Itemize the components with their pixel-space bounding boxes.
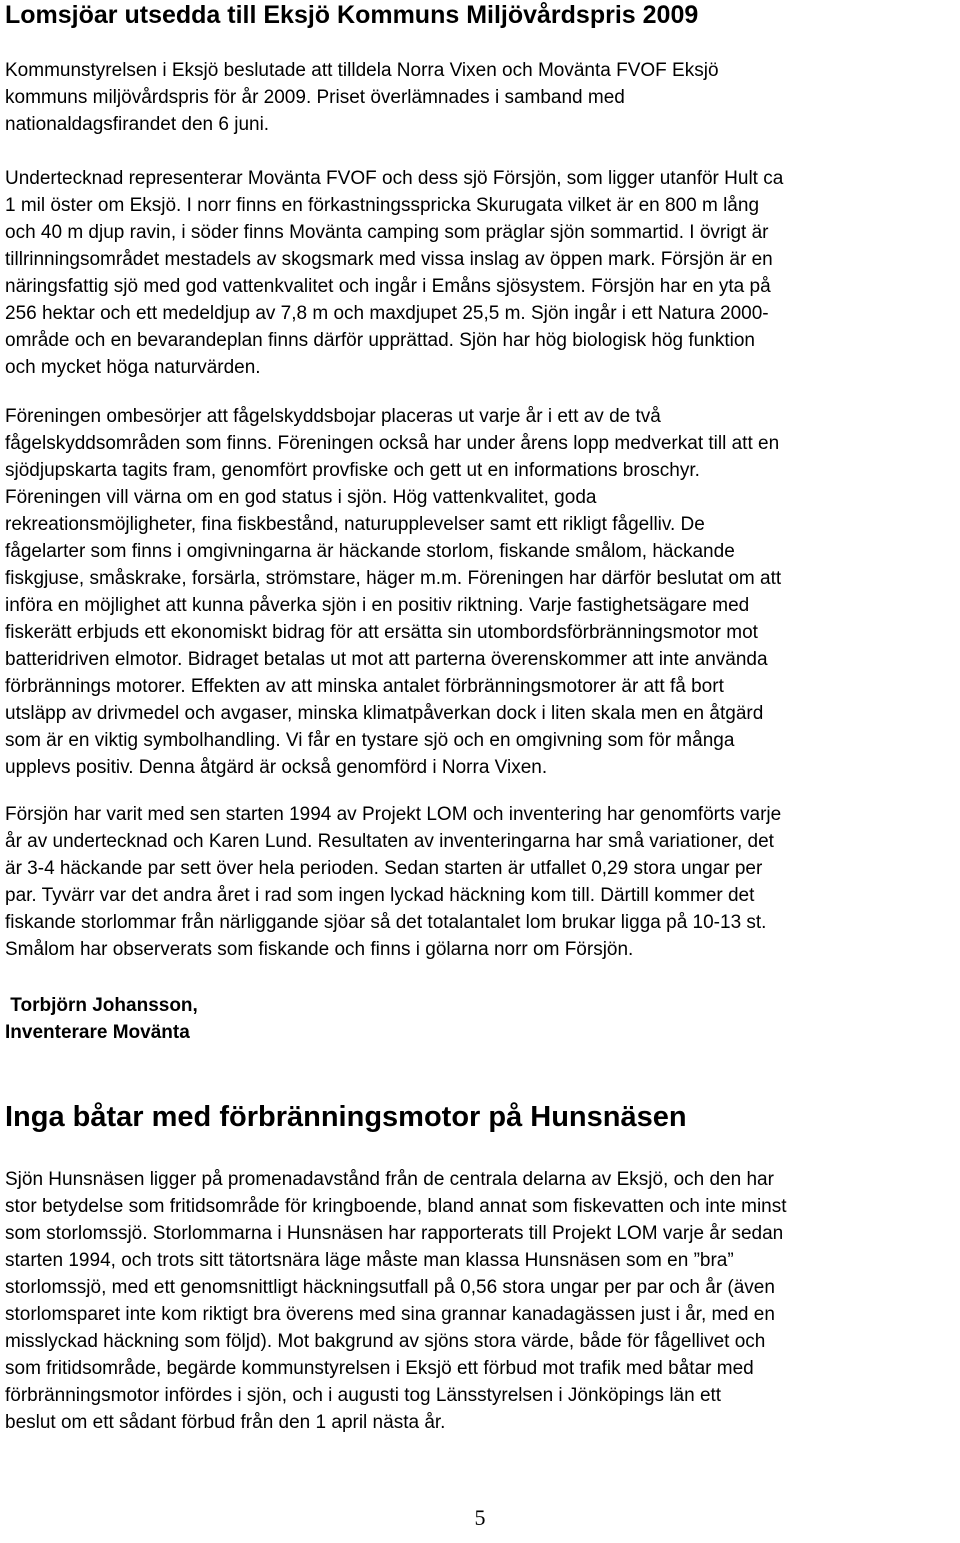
text-line: rekreationsmöjligheter, fina fiskbestånd, naturupplevelser samt ett rikligt fågelliv. De — [5, 514, 705, 535]
text-line: förbränningsmotor infördes i sjön, och i augusti tog Länsstyrelsen i Jönköpings län ett — [5, 1385, 722, 1406]
article-title: Inga båtar med förbränningsmotor på Hunsnäsen — [5, 1101, 687, 1133]
paragraph-lake-description — [5, 165, 953, 381]
text-line: Försjön har varit med sen starten 1994 av Projekt LOM och inventering har genomförts varje — [5, 804, 782, 825]
text-line: sjödjupskarta tagits fram, genomfört provfiske och gett ut en informations broschyr. — [5, 460, 700, 481]
text-line: utsläpp av drivmedel och avgaser, minska klimatpåverkan dock i liten skala men en åtgärd — [5, 703, 764, 724]
text-line: område och en bevarandeplan finns därför upprättad. Sjön har hög biologisk hög funktion — [5, 330, 755, 351]
text-line: förbrännings motorer. Effekten av att minska antalet förbränningsmotorer är att få bort — [5, 676, 724, 697]
text-line: Föreningen ombesörjer att fågelskyddsbojar placeras ut varje år i ett av de två — [5, 406, 661, 427]
text-line: tillrinningsområdet mestadels av skogsmark med vissa inslag av öppen mark. Försjön är en — [5, 249, 773, 270]
text-line: beslut om ett sådant förbud från den 1 april nästa år. — [5, 1412, 446, 1433]
text-line: införa en möjlighet att kunna påverka sjön i en positiv riktning. Varje fastighetsägare med — [5, 595, 750, 616]
text-line: som fritidsområde, begärde kommunstyrelsen i Eksjö ett förbud mot trafik med båtar med — [5, 1358, 754, 1379]
text-line: 256 hektar och ett medeldjup av 7,8 m och maxdjupet 25,5 m. Sjön ingår i ett Natura 2000- — [5, 303, 769, 324]
text-line: Kommunstyrelsen i Eksjö beslutade att tilldela Norra Vixen och Movänta FVOF Eksjö — [5, 60, 719, 81]
text-line: och 40 m djup ravin, i söder finns Movänta camping som präglar sjön sommartid. I övrigt är — [5, 222, 769, 243]
text-line: kommuns miljövårdspris för år 2009. Priset överlämnades i samband med — [5, 87, 625, 108]
text-line: storlomssjö, med ett genomsnittligt häckningsutfall på 0,56 stora ungar per par och år (även — [5, 1277, 775, 1298]
text-line: Smålom har observerats som fiskande och finns i gölarna norr om Försjön. — [5, 939, 634, 960]
text-line: upplevs positiv. Denna åtgärd är också genomförd i Norra Vixen. — [5, 757, 548, 778]
signature-role: Inventerare Movänta — [5, 1022, 190, 1043]
text-line: fågelskyddsområden som finns. Föreningen också har under årens lopp medverkat till att en — [5, 433, 780, 454]
text-line: näringsfattig sjö med god vattenkvalitet och ingår i Emåns sjösystem. Försjön har en yta på — [5, 276, 771, 297]
text-line: nationaldagsfirandet den 6 juni. — [5, 114, 270, 135]
article-title: Lomsjöar utsedda till Eksjö Kommuns Miljövårdspris 2009 — [5, 1, 699, 29]
text-line: och mycket höga naturvärden. — [5, 357, 261, 378]
paragraph-lom-inventory — [5, 801, 953, 963]
text-line: storlomsparet inte kom riktigt bra överens med sina grannar kanadagässen just i år, med en — [5, 1304, 775, 1325]
text-line: par. Tyvärr var det andra året i rad som ingen lyckad häckning kom till. Därtill kommer det — [5, 885, 755, 906]
text-line: Föreningen vill värna om en god status i sjön. Hög vattenkvalitet, goda — [5, 487, 597, 508]
page-number: 5 — [474, 1505, 486, 1530]
text-line: 1 mil öster om Eksjö. I norr finns en förkastningsspricka Skurugata vilket är en 800 m lång — [5, 195, 760, 216]
text-line: misslyckad häckning som följd). Mot bakgrund av sjöns stora värde, både för fågellivet och — [5, 1331, 766, 1352]
text-line: är 3-4 häckande par sett över hela perioden. Sedan starten är utfallet 0,29 stora ungar per — [5, 858, 763, 879]
text-line: starten 1994, och trots sitt tätortsnära läge måste man klassa Hunsnäsen som en ”bra” — [5, 1250, 734, 1271]
text-line: som storlomssjö. Storlommarna i Hunsnäsen har rapporterats till Projekt LOM varje år sedan — [5, 1223, 784, 1244]
text-line: fiskerätt erbjuds ett ekonomiskt bidrag för att ersätta sin utombordsförbränningsmotor mot — [5, 622, 758, 643]
signature-name: Torbjörn Johansson, — [5, 995, 198, 1016]
paragraph-association-work — [5, 403, 953, 781]
text-line: som är en viktig symbolhandling. Vi får en tystare sjö och en omgivning som för många — [5, 730, 735, 751]
text-line: batteridriven elmotor. Bidraget betalas ut mot att parterna överenskommer att inte använda — [5, 649, 768, 670]
text-line: Undertecknad representerar Movänta FVOF och dess sjö Försjön, som ligger utanför Hult ca — [5, 168, 784, 189]
text-line: Sjön Hunsnäsen ligger på promenadavstånd från de centrala delarna av Eksjö, och den har — [5, 1169, 774, 1190]
text-line: fiskande storlommar från närliggande sjöar så det totalantalet lom brukar ligga på 10-13 st. — [5, 912, 767, 933]
signature — [5, 992, 198, 1046]
text-line: stor betydelse som fritidsområde för kringboende, bland annat som fiskevatten och inte minst — [5, 1196, 787, 1217]
paragraph-hunsnasen — [5, 1166, 953, 1436]
paragraph-award — [5, 57, 953, 138]
text-line: fiskgjuse, småskrake, forsärla, strömstare, häger m.m. Föreningen har därför beslutat om att — [5, 568, 782, 589]
text-line: fågelarter som finns i omgivningarna är häckande storlom, fiskande smålom, häckande — [5, 541, 735, 562]
text-line: år av undertecknad och Karen Lund. Resultaten av inventeringarna har små variationer, det — [5, 831, 774, 852]
